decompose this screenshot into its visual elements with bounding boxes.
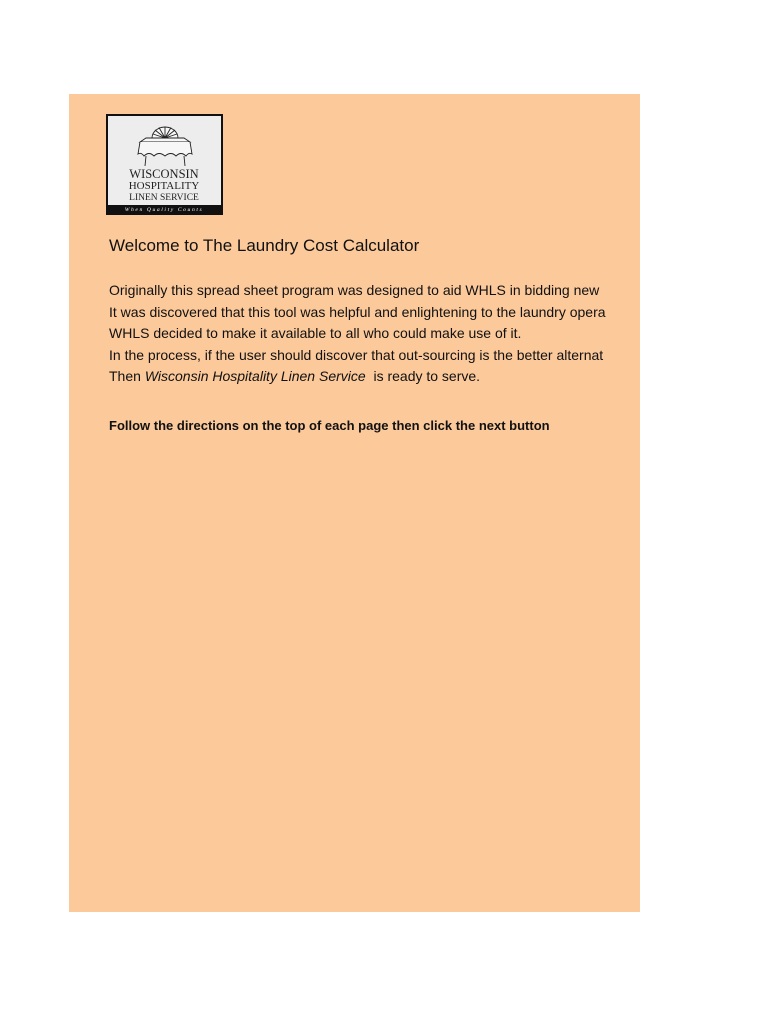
intro-line-1: Originally this spread sheet program was designed to aid WHLS in bidding new xyxy=(109,282,600,298)
page-title: Welcome to The Laundry Cost Calculator xyxy=(109,236,420,255)
intro-line-3: WHLS decided to make it available to all who could make use of it. xyxy=(109,325,522,341)
logo-tagline: When Quality Counts xyxy=(124,207,204,213)
intro-line-5 xyxy=(109,366,606,388)
logo-line-1: WISCONSIN xyxy=(129,167,199,181)
intro-line-5-prefix: Then xyxy=(109,368,141,384)
table-linen-icon xyxy=(108,116,221,213)
company-name: Wisconsin Hospitality Linen Service xyxy=(144,368,366,384)
spreadsheet-area xyxy=(69,94,640,912)
directions-text: Follow the directions on the top of each page then click the next button xyxy=(109,418,550,433)
fan-emblem xyxy=(138,127,192,166)
intro-line-2: It was discovered that this tool was helpful and enlightening to the laundry opera xyxy=(109,303,606,320)
intro-paragraph xyxy=(109,280,606,388)
intro-line-5-suffix: is ready to serve. xyxy=(373,368,481,384)
intro-line-4: In the process, if the user should discover that out-sourcing is the better alternat xyxy=(109,346,604,363)
logo-line-3: LINEN SERVICE xyxy=(129,193,199,203)
logo-line-2: HOSPITALITY xyxy=(128,180,200,192)
company-logo xyxy=(106,114,223,215)
